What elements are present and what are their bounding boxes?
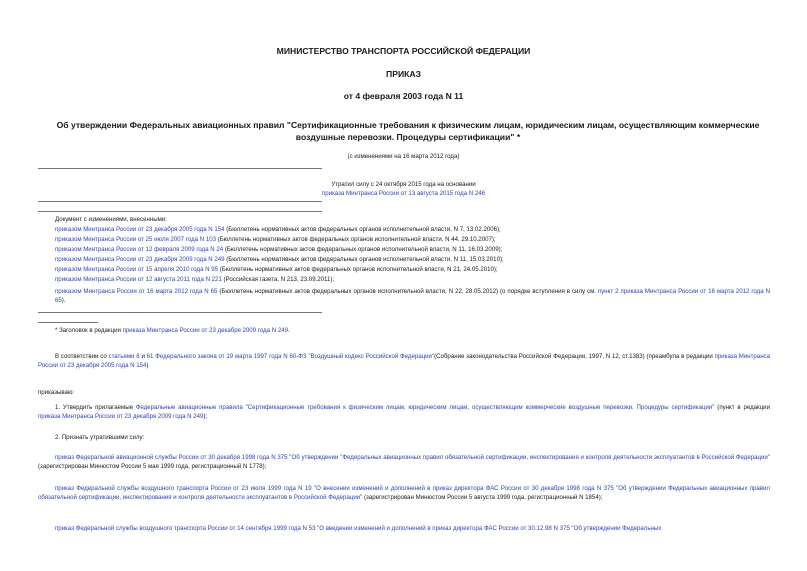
repealed-link[interactable]: приказ Федеральной службы воздушного транспорта России от 23 июля 1999 года N 19 "О внесении изменений и дополнений в приказ директора ФАС России от 30 декабря 1998 года N 375 "Об утверждении Федеральных авиационных правил обязательной сертификации, инспектирования и контроля деятельности эксплуатантов в Российской Федерации"	[38, 485, 770, 502]
repealed-text: (зарегистрирован Минюстом России 5 мая 1999 года, регистрационный N 1778);	[38, 463, 267, 471]
preamble-text: и	[139, 353, 147, 360]
change-text: (Российская газета, N 213, 23.09.2011);	[221, 276, 335, 283]
change-link[interactable]: приказом Минтранса России от 23 декабря 2009 года N 249	[55, 256, 225, 263]
item-text: (пункт в редакции	[714, 404, 770, 411]
change-link[interactable]: приказом Минтранса России от 15 апреля 2010 года N 95	[55, 266, 219, 273]
status-link-row	[0, 189, 807, 198]
change-link[interactable]: приказом Минтранса России от 23 декабря 2005 года N 154	[55, 226, 225, 233]
footnote-link[interactable]: приказа Минтранса России от 23 декабря 2009 года N 249	[122, 327, 289, 334]
footnote-divider	[38, 322, 98, 323]
divider	[38, 211, 322, 212]
preamble-text: В соответствии со	[55, 353, 109, 360]
repealed-item	[38, 484, 770, 503]
repealed-item	[38, 524, 770, 533]
change-text: (Бюллетень нормативных актов федеральных органов исполнительной власти, N 11, 16.03.2009);	[223, 246, 503, 253]
change-text: (Бюллетень нормативных актов федеральных органов исполнительной власти, N 44, 29.10.2007);	[216, 236, 496, 243]
amendment-link[interactable]: приказа Минтранса России от 23 декабря 2005 года N 154	[38, 353, 770, 370]
clause-link[interactable]: пункт 2 приказа Минтранса России от 16 марта 2012 года N 65	[55, 288, 770, 305]
change-text: (Бюллетень нормативных актов федеральных органов исполнительной власти, N 22, 28.05.2012) (о порядке вступления в силу см.	[217, 288, 598, 295]
ministry-heading: МИНИСТЕРСТВО ТРАНСПОРТА РОССИЙСКОЙ ФЕДЕРАЦИИ	[276, 46, 531, 56]
preamble-paragraph	[38, 352, 770, 371]
change-item	[55, 276, 334, 283]
repealed-text: (зарегистрирован Минюстом России 5 августа 1999 года, регистрационный N 1854);	[362, 494, 603, 502]
repealed-item	[38, 453, 770, 472]
divider	[38, 201, 322, 202]
change-link[interactable]: приказом Минтранса России от 25 июля 2007 года N 103	[55, 236, 216, 243]
document-title: Об утверждении Федеральных авиационных правил "Сертификационные требования к физическим лицам, юридическим лицам, осуществляющим коммерческие воздушные перевозки. Процедуры сертификации" *	[56, 120, 760, 142]
item-text: );	[203, 413, 208, 421]
preamble-text: )	[146, 362, 149, 370]
change-item	[55, 266, 498, 273]
footnote-end: .	[288, 327, 290, 334]
rules-link[interactable]: Федеральные авиационные правила "Сертификационные требования к физическим лицам, юридическим лицам, осуществляющим коммерческие воздушные перевозки. Процедуры сертификации"	[135, 404, 715, 411]
item-2: 2. Признать утратившими силу:	[55, 434, 145, 441]
changes-intro: Документ с изменениями, внесенными:	[55, 216, 167, 223]
footnote-text: * Заголовок в редакции	[55, 327, 123, 334]
change-link[interactable]: приказом Минтранса России от 16 марта 2012 года N 65	[55, 288, 218, 295]
preamble-text: (Собрание законодательства Российской Федерации, 1997, N 12, ст.1383) (преамбула в редакции	[434, 353, 715, 360]
change-text: (Бюллетень нормативных актов федеральных органов исполнительной власти, N 11, 15.03.2010);	[224, 256, 504, 263]
divider	[38, 312, 322, 313]
repealed-link[interactable]: приказ Федеральной авиационной службы России от 30 декабря 1998 года N 375 "Об утверждении "Федеральных авиационных правил обязательной сертификации, инспектирования и контроля деятельности эксплуатантов в Российской Федерации"	[55, 454, 770, 461]
change-item	[55, 236, 496, 243]
doc-type-heading: ПРИКАЗ	[386, 69, 421, 79]
change-text: (Бюллетень нормативных актов федеральных органов исполнительной власти, N 21, 24.05.2010);	[218, 266, 498, 273]
amendment-link[interactable]: приказа Минтранса России от 23 декабря 2009 года N 249	[38, 413, 204, 421]
divider	[38, 168, 322, 169]
item-1	[38, 403, 770, 422]
item-text: 1. Утвердить прилагаемые	[55, 404, 136, 411]
footnote	[55, 327, 290, 334]
repeal-order-link[interactable]: приказа Минтранса России от 13 августа 2015 года N 246	[321, 190, 486, 197]
change-link[interactable]: приказом Минтранса России от 12 февраля 2009 года N 24	[55, 246, 224, 253]
change-item-last	[55, 287, 770, 306]
repealed-link[interactable]: приказ Федеральной службы воздушного транспорта России от 14 сентября 1999 года N 53 "О введении изменений и дополнений в приказ директора ФАС России от 30.12.98 N 375 "Об утверждении Федеральных	[55, 525, 662, 532]
article-link[interactable]: статьями 8	[108, 353, 140, 360]
change-text: (Бюллетень нормативных актов федеральных органов исполнительной власти, N 7, 13.02.2006);	[224, 226, 501, 233]
status-line: Утратил силу с 24 октября 2015 года на основании	[331, 181, 476, 188]
change-item	[55, 256, 504, 263]
change-item	[55, 246, 502, 253]
air-code-link[interactable]: 61 Федерального закона от 19 марта 1997 года N 60-ФЗ "Воздушный кодекс Российской Федерации"	[146, 353, 435, 360]
change-link[interactable]: приказом Минтранса России от 12 августа 2011 года N 221	[55, 276, 222, 283]
change-text-end: ).	[61, 297, 66, 305]
amendment-note: (с изменениями на 16 марта 2012 года)	[347, 153, 460, 160]
change-item	[55, 226, 501, 233]
order-word: приказываю:	[38, 389, 75, 396]
date-heading: от 4 февраля 2003 года N 11	[343, 91, 464, 101]
